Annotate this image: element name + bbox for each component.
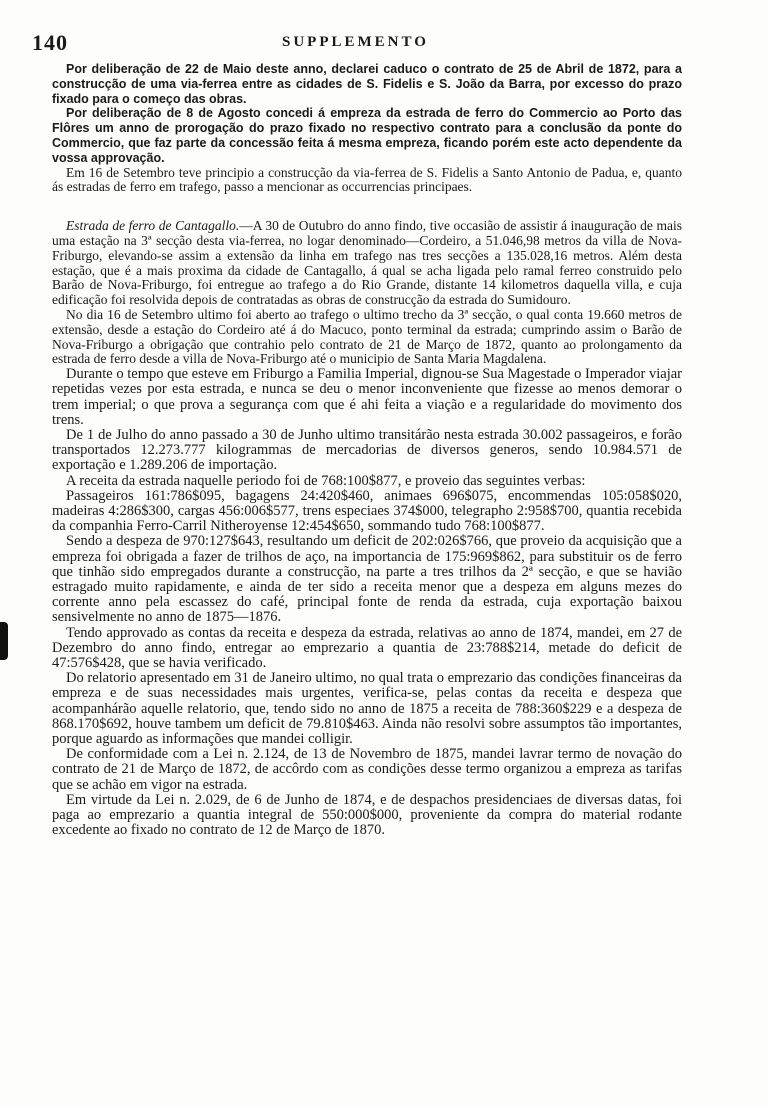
paragraph-text: Passageiros 161:786$095, bagagens 24:420$460, animaes 696$075, encommendas 105:058$020, madeiras 4:286$300, cargas 456:006$577, trens especiaes 374$000, telegrapho 2:958$700, quantia recebida da companhia Ferro-Carril Nitheroyense 12:454$650, sommando tudo 768:100$877. [52, 487, 682, 535]
running-title: SUPPLEMENTO [282, 34, 429, 50]
paragraph-text: Por deliberação de 8 de Agosto concedi á empreza da estrada de ferro do Commercio ao Porto das Flôres um anno de prorogação do prazo fixado no respectivo contrato para a conclusão da ponte do Commercio, que faz parte da concessão feita á mesma empreza, ficando porém este acto dependente da vossa approvação. [52, 106, 682, 165]
paragraph [52, 747, 682, 793]
paragraph-text: Em 16 de Setembro teve principio a construcção da via-ferrea de S. Fidelis a Santo Antonio de Padua, e, quanto ás estradas de ferro em trafego, passo a mencionar as occurrencias principaes. [52, 164, 682, 195]
paragraph-text: Do relatorio apresentado em 31 de Janeiro ultimo, no qual trata o emprezario das condições financeiras da empreza e de suas necessidades mais urgentes, verifica-se, pelas contas da receita e despeza que acompanhárão aquelle relatorio, que, tendo sido no anno de 1875 a receita de 788:360$229 e a despeza de 868.170$692, houve tambem um deficit de 79.810$463. Ainda não resolvi sobre assumptos tão importantes, porque aguardo as informações que mandei colligir. [52, 670, 682, 748]
paragraph-text: Por deliberação de 22 de Maio deste anno, declarei caduco o contrato de 25 de Abril de 1872, para a construcção de uma via-ferrea entre as cidades de S. Fidelis e S. João da Barra, por excesso do prazo fixado para o começo das obras. [52, 62, 682, 106]
paragraph-text: Tendo approvado as contas da receita e despeza da estrada, relativas ao anno de 1874, mandei, em 27 de Dezembro do anno findo, entregar ao emprezario a quantia de 23:788$214, metade do deficit de 47:576$428, que se havia verificado. [52, 624, 682, 671]
paragraph [52, 793, 682, 839]
section-heading: Estrada de ferro de Cantagallo. [66, 218, 240, 234]
paragraph-text: De 1 de Julho do anno passado a 30 de Junho ultimo transitárão nesta estrada 30.002 passageiros, e forão transportados 12.273.777 kilogrammas de mercadorias de diversos generos, sendo 10.984.571 de exportação e 1.289.206 de importação. [52, 426, 682, 474]
paragraph [52, 671, 682, 747]
paragraph-text: No dia 16 de Setembro ultimo foi aberto ao trafego o ultimo trecho da 3ª secção, o qual conta 19.660 metros de extensão, desde a estação do Cordeiro até á do Macuco, ponto terminal da estrada; cumprindo assim o Barão de Nova-Friburgo a obrigação que contrahio pelo contrato de 21 de Março de 1872, quanto ao prolongamento da estrada de ferro desde a villa de Nova-Friburgo até o municipio de Santa Maria Magdalena. [52, 306, 682, 367]
paragraph [52, 308, 682, 367]
body-text [52, 62, 682, 838]
paragraph-text: Em virtude da Lei n. 2.029, de 6 de Junho de 1874, e de despachos presidenciaes de diversas datas, foi paga ao emprezario a quantia integral de 550:000$000, proveniente da compra do material rodante excedente ao fixado no contrato de 12 de Março de 1870. [52, 791, 682, 839]
page-header [32, 30, 732, 56]
paragraph [52, 474, 682, 489]
paragraph [52, 626, 682, 672]
page-number: 140 [32, 30, 68, 55]
paragraph [52, 428, 682, 474]
paragraph-text: —A 30 de Outubro do anno findo, tive occasião de assistir á inauguração de mais uma estação na 3ª secção desta via-ferrea, no logar denominado—Cordeiro, a 51.046,98 metros da villa de Nova-Friburgo, elevando-se assim a extensão da linha em trafego nas tres secções a 135.028,16 metros. Além desta estação, que é a mais proxima da cidade de Cantagallo, á qual se acha ligada pelo ramal ferreo construido pelo Barão de Nova-Friburgo, foi entregue ao trafego a do Rio Grande, distante 14 kilometros daquella villa, e cuja edificação foi resolvida depois de contratadas as obras de construcção da estrada do Sumidouro. [52, 218, 682, 308]
paragraph [52, 62, 682, 106]
paragraph [52, 219, 682, 308]
paragraph [52, 166, 682, 196]
paragraph-text: A receita da estrada naquelle periodo foi de 768:100$877, e proveio das seguintes verbas: [66, 472, 586, 489]
paragraph-text: Durante o tempo que esteve em Friburgo a Familia Imperial, dignou-se Sua Magestade o Imperador viajar repetidas vezes por esta estrada, e nunca se deu o menor inconveniente que fizesse ao menos demorar o trem imperial; o que prova a segurança com que é ahi feita a viação e a regularidade do movimento dos trens. [52, 366, 682, 428]
paragraph [52, 534, 682, 625]
paragraph [52, 367, 682, 428]
paragraph-text: De conformidade com a Lei n. 2.124, de 13 de Novembro de 1875, mandei lavrar termo de novação do contrato de 21 de Março de 1872, de accôrdo com as condições desse termo organizou a empreza as tarifas que se achão em vigor na estrada. [52, 746, 682, 793]
paragraph-text: Sendo a despeza de 970:127$643, resultando um deficit de 202:026$766, que proveio da acquisição que a empreza foi obrigada a fazer de trilhos de aço, na importancia de 175:969$862, para substituir os de ferro que tinhão sido empregados durante a construcção, na parte a tres trilhos da 2ª secção, e que se havião estragado muito rapidamente, e ainda de ter sido a receita menor que a despeza em alguns mezes do corrente anno pela escassez do café, principal fonte de renda da estrada, cuja exportação baixou sensivelmente no anno de 1875—1876. [52, 533, 682, 626]
paragraph [52, 489, 682, 535]
paragraph [52, 106, 682, 165]
binding-mark [0, 622, 8, 660]
